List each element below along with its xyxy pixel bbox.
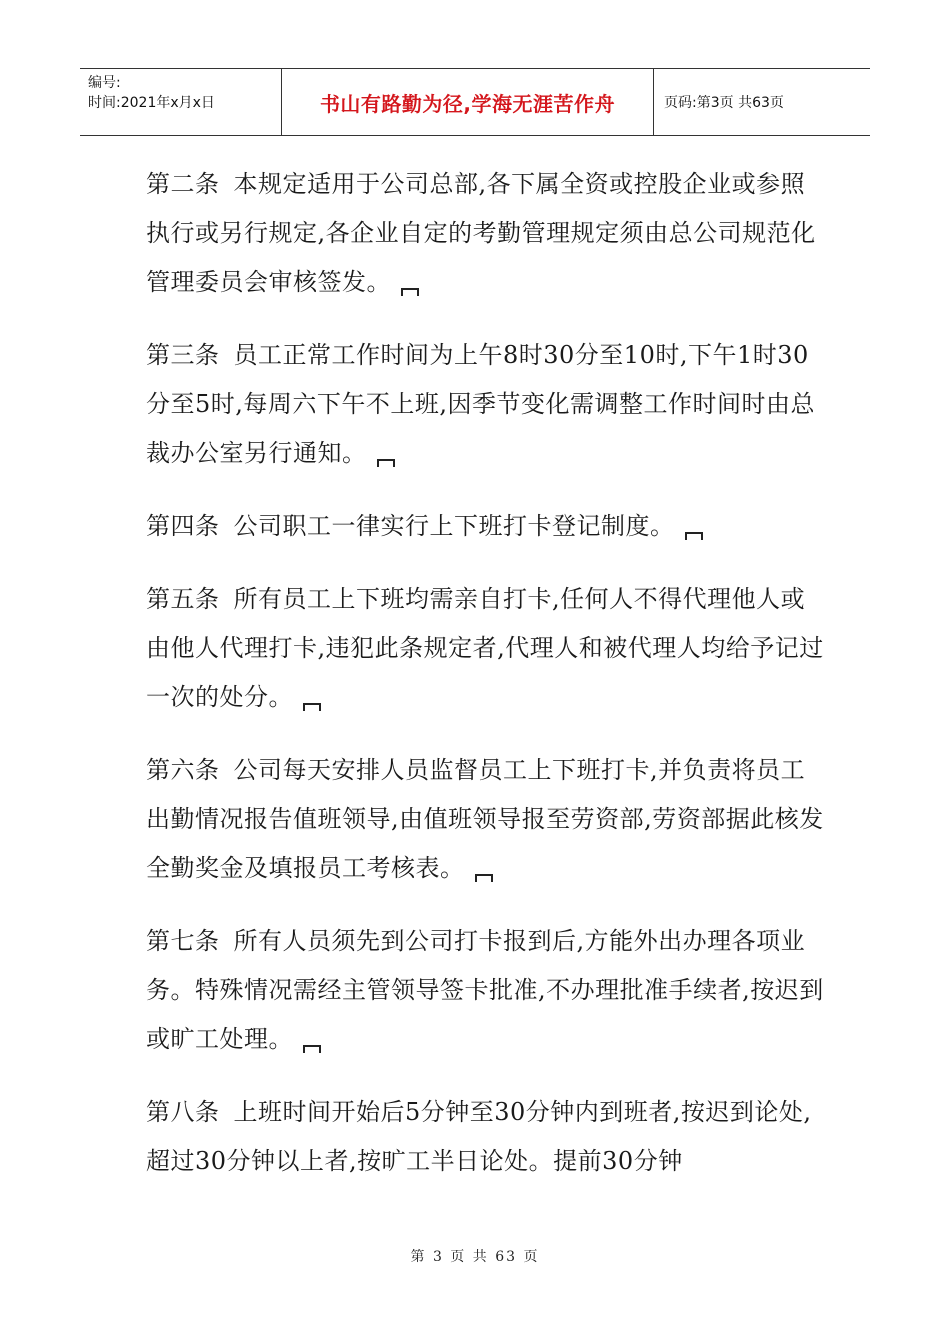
article-number: 第七条	[146, 927, 220, 955]
header-motto: 书山有路勤为径,学海无涯苦作舟	[282, 69, 654, 135]
page-footer: 第 3 页 共 63 页	[410, 1249, 540, 1265]
article-4	[146, 502, 826, 551]
article-text: 公司职工一律实行上下班打卡登记制度。	[233, 512, 675, 540]
article-text: 所有员工上下班均需亲自打卡,任何人不得代理他人或由他人代理打卡,违犯此条规定者,代理人和被代理人均给予记过一次的处分。	[146, 585, 824, 711]
paragraph-mark-icon	[303, 703, 321, 711]
article-2	[146, 160, 826, 307]
article-3	[146, 331, 826, 478]
article-8	[146, 1088, 826, 1186]
article-6	[146, 746, 826, 893]
article-number: 第六条	[146, 756, 220, 784]
article-number: 第八条	[146, 1098, 220, 1126]
paragraph-mark-icon	[685, 532, 703, 540]
time-label: 时间:2021年x月x日	[88, 95, 215, 111]
number-label: 编号:	[88, 75, 121, 91]
paragraph-mark-icon	[401, 288, 419, 296]
header-meta	[80, 69, 282, 135]
article-number: 第二条	[146, 170, 220, 198]
article-text: 员工正常工作时间为上午8时30分至10时,下午1时30分至5时,每周六下午不上班,因季节变化需调整工作时间时由总裁办公室另行通知。	[146, 341, 816, 467]
article-number: 第五条	[146, 585, 220, 613]
document-header	[80, 68, 870, 136]
header-page-info: 页码:第3页 共63页	[664, 95, 784, 111]
article-number: 第四条	[146, 512, 220, 540]
article-text: 公司每天安排人员监督员工上下班打卡,并负责将员工出勤情况报告值班领导,由值班领导报至劳资部,劳资部据此核发全勤奖金及填报员工考核表。	[146, 756, 824, 882]
article-text: 上班时间开始后5分钟至30分钟内到班者,按迟到论处,超过30分钟以上者,按旷工半日论处。提前30分钟	[146, 1098, 812, 1175]
document-body	[146, 160, 826, 1210]
paragraph-mark-icon	[303, 1045, 321, 1053]
article-5	[146, 575, 826, 722]
article-text: 所有人员须先到公司打卡报到后,方能外出办理各项业务。特殊情况需经主管领导签卡批准,不办理批准手续者,按迟到或旷工处理。	[146, 927, 824, 1053]
article-text: 本规定适用于公司总部,各下属全资或控股企业或参照执行或另行规定,各企业自定的考勤管理规定须由总公司规范化管理委员会审核签发。	[146, 170, 816, 296]
article-number: 第三条	[146, 341, 220, 369]
paragraph-mark-icon	[475, 874, 493, 882]
article-7	[146, 917, 826, 1064]
paragraph-mark-icon	[377, 459, 395, 467]
